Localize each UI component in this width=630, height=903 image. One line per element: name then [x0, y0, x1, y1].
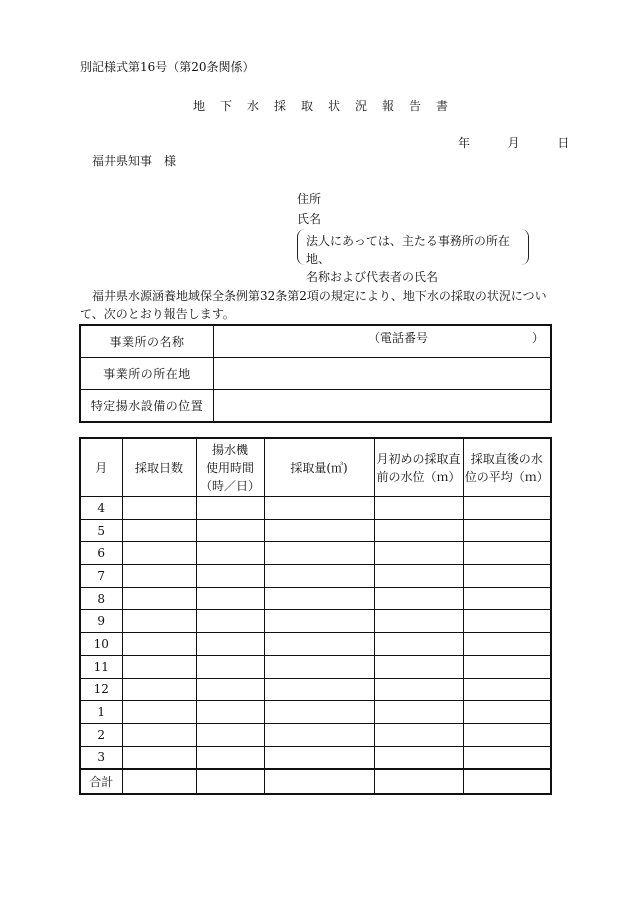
volume-cell[interactable]: [264, 587, 374, 610]
volume-cell[interactable]: [264, 542, 374, 565]
volume-cell[interactable]: [264, 678, 374, 701]
days-cell[interactable]: [122, 497, 196, 520]
month-cell: 11: [80, 655, 122, 678]
total-level-before-cell[interactable]: [374, 769, 463, 794]
month-cell: 8: [80, 587, 122, 610]
table-row: [80, 497, 551, 520]
header-level-before-line2: 前の水位（ｍ）: [376, 469, 461, 484]
level-after-cell[interactable]: [463, 519, 551, 542]
pump-hours-cell[interactable]: [196, 678, 264, 701]
header-month: 月: [80, 438, 122, 497]
form-number: 別記様式第16号（第20条関係）: [80, 60, 255, 74]
level-after-cell[interactable]: [463, 565, 551, 588]
monthly-report-table: [79, 437, 552, 795]
pump-hours-cell[interactable]: [196, 701, 264, 724]
addressee: 福井県知事 様: [92, 154, 177, 168]
header-level-before: [374, 438, 463, 497]
month-cell: 10: [80, 633, 122, 656]
days-cell[interactable]: [122, 655, 196, 678]
table-row: [80, 678, 551, 701]
table-row: [80, 610, 551, 633]
level-after-cell[interactable]: [463, 701, 551, 724]
month-cell: 3: [80, 746, 122, 769]
level-after-cell[interactable]: [463, 610, 551, 633]
days-cell[interactable]: [122, 610, 196, 633]
date-month: 月: [507, 136, 520, 150]
level-before-cell[interactable]: [374, 701, 463, 724]
table-row: [80, 519, 551, 542]
level-before-cell[interactable]: [374, 678, 463, 701]
pump-hours-cell[interactable]: [196, 565, 264, 588]
table-row: [80, 542, 551, 565]
level-after-cell[interactable]: [463, 746, 551, 769]
header-level-after-line2: 位の平均（ｍ）: [464, 469, 549, 484]
header-pump-hours-line1: 揚水機: [211, 442, 248, 457]
days-cell[interactable]: [122, 519, 196, 542]
days-cell[interactable]: [122, 633, 196, 656]
header-pump-hours: [196, 438, 264, 497]
days-cell[interactable]: [122, 723, 196, 746]
pump-hours-cell[interactable]: [196, 633, 264, 656]
facility-location-label: 特定揚水設備の位置: [80, 390, 214, 423]
header-level-after-line1: 採取直後の水: [470, 451, 543, 466]
pump-hours-cell[interactable]: [196, 655, 264, 678]
document-title: 地下水採取状況報告書: [193, 99, 464, 113]
level-before-cell[interactable]: [374, 723, 463, 746]
total-volume-cell[interactable]: [264, 769, 374, 794]
days-cell[interactable]: [122, 542, 196, 565]
table-row: [80, 587, 551, 610]
date-year: 年: [458, 136, 471, 150]
month-cell: 6: [80, 542, 122, 565]
phone-close: ）: [531, 331, 544, 345]
table-row: [80, 723, 551, 746]
total-label: 合計: [80, 769, 122, 794]
days-cell[interactable]: [122, 565, 196, 588]
level-before-cell[interactable]: [374, 587, 463, 610]
phone-label: （電話番号: [368, 331, 429, 345]
header-level-before-line1: 月初めの採取直: [376, 451, 461, 466]
intro-text: 福井県水源涵養地域保全条例第32条第2項の規定により、地下水の採取の状況について、次のとおり報告します。: [80, 289, 547, 321]
level-before-cell[interactable]: [374, 565, 463, 588]
corporation-note-line1: 法人にあっては、主たる事務所の所在地、: [306, 234, 510, 266]
table-row: [80, 746, 551, 769]
volume-cell[interactable]: [264, 723, 374, 746]
volume-cell[interactable]: [264, 610, 374, 633]
days-cell[interactable]: [122, 587, 196, 610]
office-location-row: [80, 358, 551, 390]
level-after-cell[interactable]: [463, 497, 551, 520]
month-cell: 7: [80, 565, 122, 588]
header-volume: 採取量(㎥): [264, 438, 374, 497]
table-row: [80, 565, 551, 588]
header-level-after: [463, 438, 551, 497]
header-pump-hours-line3: （時／日）: [199, 478, 260, 493]
level-after-cell[interactable]: [463, 655, 551, 678]
volume-cell[interactable]: [264, 565, 374, 588]
header-days: 採取日数: [122, 438, 196, 497]
level-after-cell[interactable]: [463, 587, 551, 610]
pump-hours-cell[interactable]: [196, 542, 264, 565]
volume-cell[interactable]: [264, 655, 374, 678]
pump-hours-cell[interactable]: [196, 610, 264, 633]
total-pump-hours-cell[interactable]: [196, 769, 264, 794]
total-days-cell[interactable]: [122, 769, 196, 794]
level-before-cell[interactable]: [374, 746, 463, 769]
office-name-label: 事業所の名称: [80, 325, 214, 358]
volume-cell[interactable]: [264, 701, 374, 724]
volume-cell[interactable]: [264, 497, 374, 520]
days-cell[interactable]: [122, 678, 196, 701]
month-cell: 5: [80, 519, 122, 542]
level-before-cell[interactable]: [374, 542, 463, 565]
table-row: [80, 633, 551, 656]
name-label: 氏名: [297, 212, 322, 226]
office-name-row: [80, 325, 551, 358]
facility-location-row: [80, 390, 551, 423]
level-after-cell[interactable]: [463, 723, 551, 746]
level-after-cell[interactable]: [463, 542, 551, 565]
date-line: [458, 134, 569, 151]
month-cell: 9: [80, 610, 122, 633]
table-header-row: [80, 438, 551, 497]
table-row: [80, 655, 551, 678]
corporation-note-line2: 名称および代表者の氏名: [306, 270, 439, 284]
volume-cell[interactable]: [264, 519, 374, 542]
days-cell[interactable]: [122, 701, 196, 724]
total-row: [80, 769, 551, 794]
total-level-after-cell[interactable]: [463, 769, 551, 794]
level-before-cell[interactable]: [374, 633, 463, 656]
facility-location-field[interactable]: [214, 390, 552, 423]
table-row: [80, 701, 551, 724]
pump-hours-cell[interactable]: [196, 587, 264, 610]
header-pump-hours-line2: 使用時間: [205, 460, 254, 475]
office-name-field[interactable]: [214, 325, 552, 358]
corporation-note: [297, 229, 529, 284]
pump-hours-cell[interactable]: [196, 746, 264, 769]
date-day: 日: [557, 136, 570, 150]
month-cell: 4: [80, 497, 122, 520]
pump-hours-cell[interactable]: [196, 497, 264, 520]
address-label: 住所: [297, 192, 322, 206]
level-before-cell[interactable]: [374, 610, 463, 633]
month-cell: 12: [80, 678, 122, 701]
days-cell[interactable]: [122, 746, 196, 769]
office-location-field[interactable]: [214, 358, 552, 390]
month-cell: 1: [80, 701, 122, 724]
level-before-cell[interactable]: [374, 497, 463, 520]
level-after-cell[interactable]: [463, 678, 551, 701]
level-before-cell[interactable]: [374, 655, 463, 678]
office-location-label: 事業所の所在地: [80, 358, 214, 390]
volume-cell[interactable]: [264, 746, 374, 769]
volume-cell[interactable]: [264, 633, 374, 656]
month-cell: 2: [80, 723, 122, 746]
level-before-cell[interactable]: [374, 519, 463, 542]
business-info-table: [79, 324, 552, 423]
pump-hours-cell[interactable]: [196, 519, 264, 542]
level-after-cell[interactable]: [463, 633, 551, 656]
pump-hours-cell[interactable]: [196, 723, 264, 746]
